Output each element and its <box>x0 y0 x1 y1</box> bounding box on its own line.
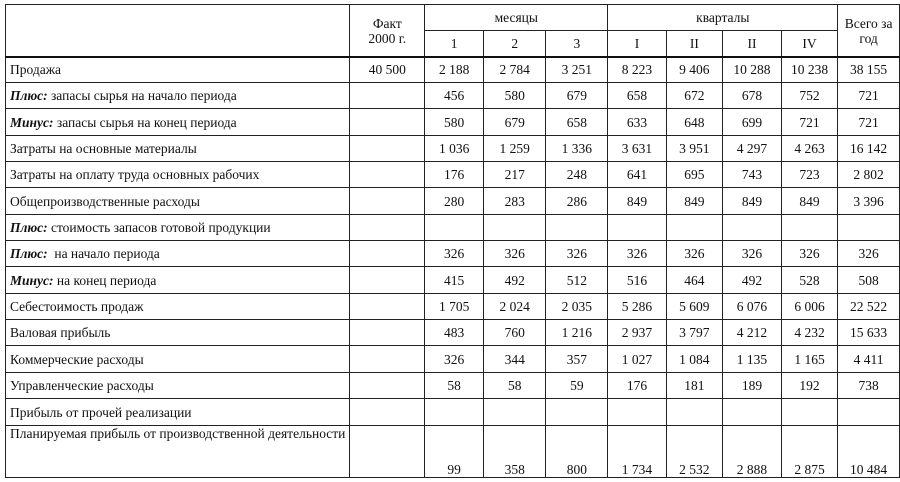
quarter-value-cell: 1 027 <box>608 346 666 373</box>
quarter-value-cell: 181 <box>666 373 723 399</box>
quarter-value-cell: 849 <box>723 188 782 215</box>
row-label-text: Себестоимость продаж <box>10 299 144 314</box>
month-value-cell: 3 251 <box>546 57 608 83</box>
quarter-value-cell: 648 <box>666 109 723 136</box>
month-value-cell: 658 <box>546 109 608 136</box>
quarter-value-cell: 641 <box>608 162 666 188</box>
quarter-value-cell: 743 <box>723 162 782 188</box>
quarter-value-cell <box>666 215 723 241</box>
header-row-1 <box>6 5 900 31</box>
month-value-cell <box>484 399 546 426</box>
row-label <box>6 294 350 320</box>
header-fact: Факт <box>350 5 425 31</box>
year-total-cell: 15 633 <box>838 320 900 346</box>
row-label <box>6 373 350 399</box>
quarter-value-cell: 6 076 <box>723 294 782 320</box>
month-value-cell: 760 <box>484 320 546 346</box>
quarter-value-cell: 326 <box>781 241 837 267</box>
quarter-value-cell: 176 <box>608 373 666 399</box>
month-value-cell: 286 <box>546 188 608 215</box>
quarter-value-cell <box>608 399 666 426</box>
quarter-value-cell: 633 <box>608 109 666 136</box>
quarter-value-cell: 3 797 <box>666 320 723 346</box>
header-total-line1: Всего за <box>838 5 900 31</box>
year-total-cell: 38 155 <box>838 57 900 83</box>
fact-2000-cell: 40 500 <box>350 57 425 83</box>
month-value-cell: 1 705 <box>425 294 484 320</box>
row-label-text: на начало периода <box>47 246 160 261</box>
quarter-value-cell: 658 <box>608 83 666 109</box>
month-value-cell: 1 036 <box>425 136 484 162</box>
month-value-cell: 326 <box>425 346 484 373</box>
table-row <box>6 346 900 373</box>
fact-2000-cell <box>350 188 425 215</box>
fact-2000-cell <box>350 241 425 267</box>
quarter-value-cell: 699 <box>723 109 782 136</box>
quarter-value-cell: 672 <box>666 83 723 109</box>
month-value-cell: 58 <box>425 373 484 399</box>
table-row-planned-profit <box>6 426 900 478</box>
quarter-value-cell: 2 875 <box>781 426 837 478</box>
quarter-value-cell <box>666 399 723 426</box>
quarter-value-cell: 528 <box>781 267 837 294</box>
quarter-value-cell: 2 532 <box>666 426 723 478</box>
month-value-cell: 580 <box>425 109 484 136</box>
month-value-cell: 492 <box>484 267 546 294</box>
month-value-cell: 283 <box>484 188 546 215</box>
table-row <box>6 241 900 267</box>
quarter-value-cell: 5 609 <box>666 294 723 320</box>
header-month-1: 1 <box>425 31 484 57</box>
row-label <box>6 426 350 478</box>
row-label-text: Общепроизводственные расходы <box>10 193 200 209</box>
table-row <box>6 162 900 188</box>
month-value-cell: 326 <box>484 241 546 267</box>
fact-2000-cell <box>350 215 425 241</box>
row-label <box>6 83 350 109</box>
year-total-cell: 3 396 <box>838 188 900 215</box>
row-label-text: Коммерческие расходы <box>10 351 144 367</box>
month-value-cell: 326 <box>425 241 484 267</box>
month-value-cell: 800 <box>546 426 608 478</box>
quarter-value-cell: 721 <box>781 109 837 136</box>
row-prefix: Плюс: <box>10 246 48 261</box>
table-row <box>6 109 900 136</box>
quarter-value-cell: 9 406 <box>666 57 723 83</box>
month-value-cell: 2 035 <box>546 294 608 320</box>
row-label <box>6 136 350 162</box>
quarter-value-cell: 326 <box>608 241 666 267</box>
month-value-cell: 679 <box>484 109 546 136</box>
quarter-value-cell: 3 631 <box>608 136 666 162</box>
quarter-value-cell: 6 006 <box>781 294 837 320</box>
year-total-cell <box>838 215 900 241</box>
month-value-cell: 679 <box>546 83 608 109</box>
month-value-cell: 344 <box>484 346 546 373</box>
month-value-cell <box>425 399 484 426</box>
quarter-value-cell: 8 223 <box>608 57 666 83</box>
month-value-cell: 580 <box>484 83 546 109</box>
header-quarter-3: II <box>723 31 782 57</box>
month-value-cell: 280 <box>425 188 484 215</box>
quarter-value-cell: 1 734 <box>608 426 666 478</box>
row-label <box>6 346 350 373</box>
header-total-line2: год <box>838 31 900 57</box>
month-value-cell: 59 <box>546 373 608 399</box>
row-label <box>6 267 350 294</box>
month-value-cell <box>425 215 484 241</box>
quarter-value-cell: 2 937 <box>608 320 666 346</box>
year-total-cell: 738 <box>838 373 900 399</box>
header-quarters: кварталы <box>608 5 838 31</box>
row-label-text: стоимость запасов готовой продукции <box>47 220 271 235</box>
year-total-cell: 22 522 <box>838 294 900 320</box>
quarter-value-cell: 464 <box>666 267 723 294</box>
table-row <box>6 83 900 109</box>
row-label <box>6 320 350 346</box>
quarter-value-cell: 4 297 <box>723 136 782 162</box>
row-label-text: Затраты на оплату труда основных рабочих <box>10 167 260 182</box>
header-quarter-4: IV <box>781 31 837 57</box>
budget-table-container <box>5 4 900 478</box>
quarter-value-cell: 695 <box>666 162 723 188</box>
quarter-value-cell: 516 <box>608 267 666 294</box>
year-total-cell: 16 142 <box>838 136 900 162</box>
row-label <box>6 188 350 215</box>
month-value-cell: 58 <box>484 373 546 399</box>
fact-2000-cell <box>350 109 425 136</box>
quarter-value-cell: 189 <box>723 373 782 399</box>
row-label-text: Прибыль от прочей реализации <box>10 404 192 420</box>
fact-2000-cell <box>350 267 425 294</box>
month-value-cell: 1 216 <box>546 320 608 346</box>
quarter-value-cell: 4 212 <box>723 320 782 346</box>
header-quarter-2: II <box>666 31 723 57</box>
quarter-value-cell: 492 <box>723 267 782 294</box>
month-value-cell <box>546 399 608 426</box>
fact-2000-cell <box>350 426 425 478</box>
quarter-value-cell: 752 <box>781 83 837 109</box>
year-total-cell: 721 <box>838 109 900 136</box>
table-row <box>6 215 900 241</box>
quarter-value-cell <box>781 399 837 426</box>
quarter-value-cell: 849 <box>666 188 723 215</box>
quarter-value-cell: 5 286 <box>608 294 666 320</box>
fact-2000-cell <box>350 162 425 188</box>
quarter-value-cell: 1 084 <box>666 346 723 373</box>
month-value-cell: 326 <box>546 241 608 267</box>
year-total-cell: 326 <box>838 241 900 267</box>
month-value-cell: 217 <box>484 162 546 188</box>
table-row <box>6 57 900 83</box>
month-value-cell: 512 <box>546 267 608 294</box>
table-row <box>6 320 900 346</box>
header-quarter-1: I <box>608 31 666 57</box>
month-value-cell: 358 <box>484 426 546 478</box>
year-total-cell: 4 411 <box>838 346 900 373</box>
row-label <box>6 399 350 426</box>
fact-2000-cell <box>350 373 425 399</box>
year-total-cell: 508 <box>838 267 900 294</box>
fact-2000-cell <box>350 320 425 346</box>
quarter-value-cell <box>608 215 666 241</box>
row-label-text: Затраты на основные материалы <box>10 141 197 156</box>
header-month-2: 2 <box>484 31 546 57</box>
quarter-value-cell <box>723 215 782 241</box>
quarter-value-cell: 678 <box>723 83 782 109</box>
month-value-cell: 2 188 <box>425 57 484 83</box>
header-empty-cell <box>6 5 350 57</box>
table-row <box>6 294 900 320</box>
quarter-value-cell <box>781 215 837 241</box>
row-label-text: запасы сырья на конец периода <box>53 114 237 130</box>
quarter-value-cell <box>723 399 782 426</box>
quarter-value-cell: 3 951 <box>666 136 723 162</box>
month-value-cell: 248 <box>546 162 608 188</box>
header-months: месяцы <box>425 5 608 31</box>
table-row <box>6 267 900 294</box>
month-value-cell: 99 <box>425 426 484 478</box>
row-prefix: Плюс: <box>10 220 48 235</box>
quarter-value-cell: 2 888 <box>723 426 782 478</box>
quarter-value-cell: 4 232 <box>781 320 837 346</box>
quarter-value-cell: 192 <box>781 373 837 399</box>
fact-2000-cell <box>350 346 425 373</box>
row-label-text: Продажа <box>10 62 62 78</box>
quarter-value-cell: 1 135 <box>723 346 782 373</box>
month-value-cell: 357 <box>546 346 608 373</box>
row-label-text: на конец периода <box>53 272 157 288</box>
quarter-value-cell: 326 <box>666 241 723 267</box>
table-row <box>6 136 900 162</box>
month-value-cell: 415 <box>425 267 484 294</box>
year-total-cell: 721 <box>838 83 900 109</box>
year-total-cell: 10 484 <box>838 426 900 478</box>
fact-2000-cell <box>350 294 425 320</box>
row-label-text: запасы сырья на начало периода <box>47 88 237 103</box>
quarter-value-cell: 326 <box>723 241 782 267</box>
row-label <box>6 215 350 241</box>
month-value-cell: 2 024 <box>484 294 546 320</box>
quarter-value-cell: 1 165 <box>781 346 837 373</box>
quarter-value-cell: 723 <box>781 162 837 188</box>
row-label <box>6 162 350 188</box>
quarter-value-cell: 10 238 <box>781 57 837 83</box>
table-row <box>6 399 900 426</box>
month-value-cell <box>546 215 608 241</box>
row-label <box>6 57 350 83</box>
fact-2000-cell <box>350 399 425 426</box>
budget-table <box>5 4 900 478</box>
table-row <box>6 373 900 399</box>
month-value-cell: 176 <box>425 162 484 188</box>
month-value-cell <box>484 215 546 241</box>
month-value-cell: 456 <box>425 83 484 109</box>
year-total-cell: 2 802 <box>838 162 900 188</box>
quarter-value-cell: 849 <box>781 188 837 215</box>
fact-2000-cell <box>350 136 425 162</box>
quarter-value-cell: 4 263 <box>781 136 837 162</box>
row-prefix: Плюс: <box>10 88 48 103</box>
fact-2000-cell <box>350 83 425 109</box>
month-value-cell: 483 <box>425 320 484 346</box>
row-label <box>6 109 350 136</box>
month-value-cell: 1 259 <box>484 136 546 162</box>
row-label <box>6 241 350 267</box>
table-row <box>6 188 900 215</box>
header-month-3: 3 <box>546 31 608 57</box>
row-prefix: Минус: <box>10 114 54 130</box>
row-label-text: Управленческие расходы <box>10 378 154 393</box>
row-label-text: Планируемая прибыль от производственной деятельности <box>10 426 346 441</box>
row-label-text: Валовая прибыль <box>10 325 111 340</box>
year-total-cell <box>838 399 900 426</box>
header-fact-year: 2000 г. <box>350 31 425 57</box>
quarter-value-cell: 849 <box>608 188 666 215</box>
month-value-cell: 1 336 <box>546 136 608 162</box>
row-prefix: Минус: <box>10 272 54 288</box>
month-value-cell: 2 784 <box>484 57 546 83</box>
quarter-value-cell: 10 288 <box>723 57 782 83</box>
